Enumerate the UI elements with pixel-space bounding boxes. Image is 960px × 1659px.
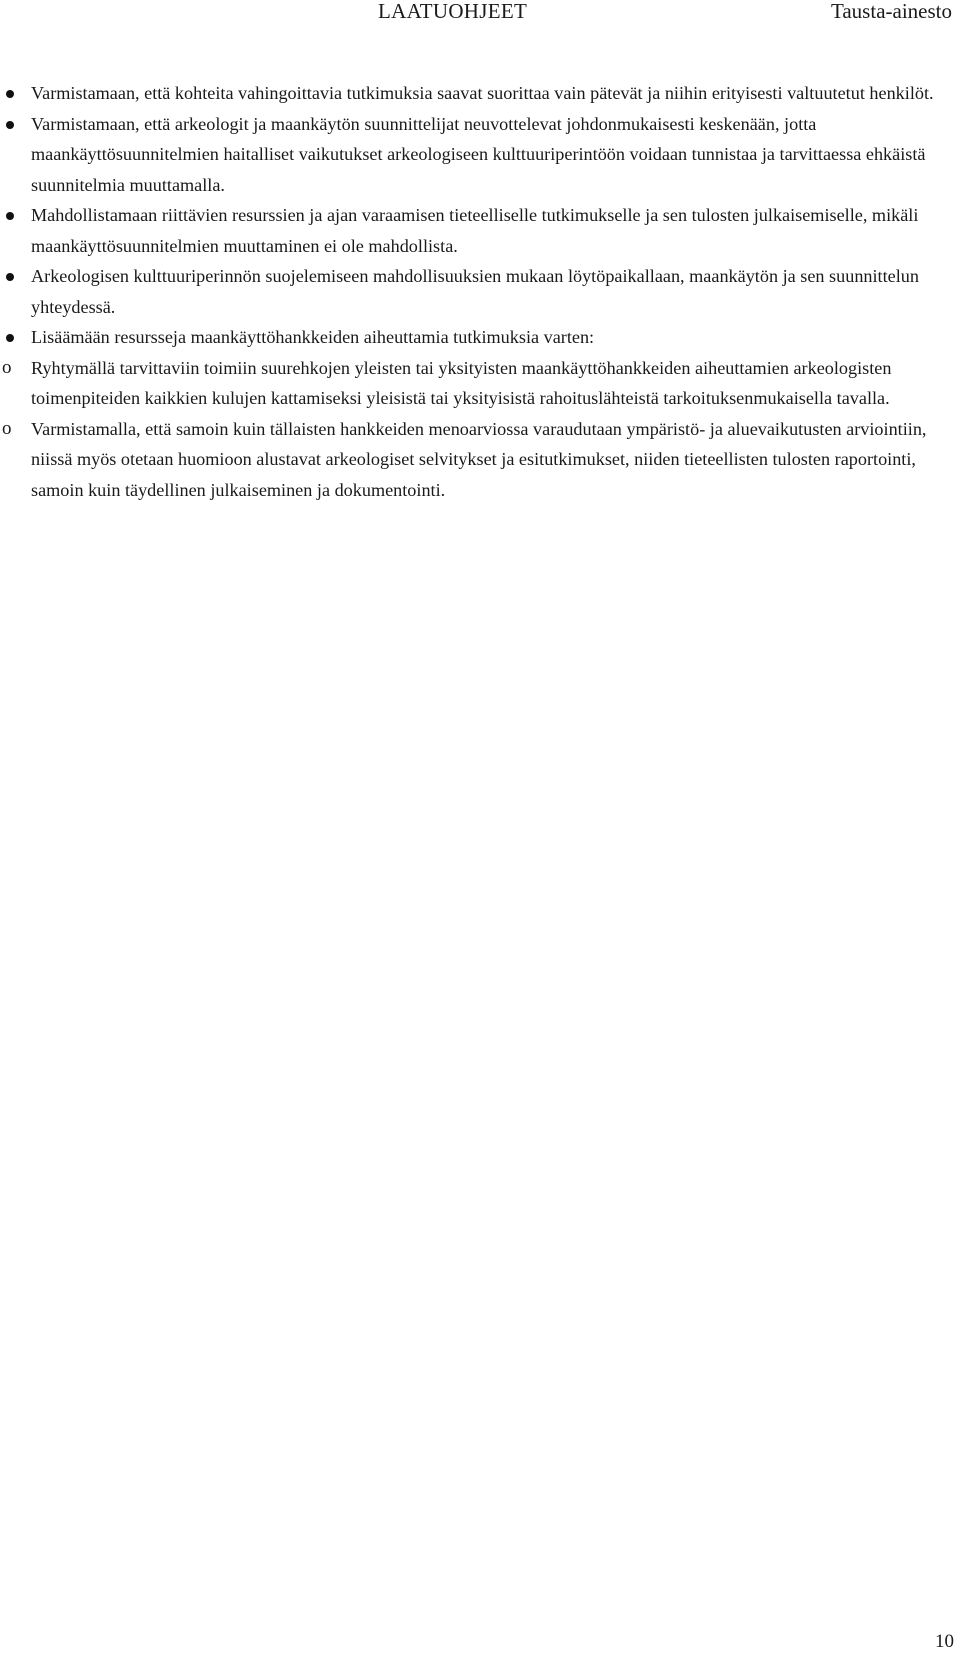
- sub-bullet-marker: o: [2, 356, 12, 378]
- list-item: [0, 109, 950, 201]
- header-section: Tausta-ainesto: [831, 0, 952, 23]
- list-item: [0, 200, 950, 261]
- list-item-text: Lisäämään resursseja maankäyttöhankkeiden aiheuttamia tutkimuksia varten:: [31, 327, 595, 347]
- bullet-dot-icon: [6, 90, 14, 98]
- list-item: [0, 322, 950, 353]
- page-number: 10: [935, 1631, 954, 1652]
- document-body: [0, 78, 950, 505]
- bullet-dot-icon: [6, 334, 14, 342]
- sub-list-item: [0, 414, 950, 506]
- list-item-text: Arkeologisen kulttuuriperinnön suojelemiseen mahdollisuuksien mukaan löytöpaikallaan, maankäytön ja sen suunnittelun yhteydessä.: [31, 266, 919, 317]
- sub-list-item: [0, 353, 950, 414]
- header-title: LAATUOHJEET: [378, 0, 528, 23]
- bullet-dot-icon: [6, 273, 14, 281]
- sub-bullet-marker: o: [2, 417, 12, 439]
- bullet-dot-icon: [6, 212, 14, 220]
- list-item: [0, 261, 950, 322]
- list-item-text: Varmistamaan, että kohteita vahingoittavia tutkimuksia saavat suorittaa vain pätevät ja niihin erityisesti valtuutetut henkilöt.: [31, 83, 934, 103]
- list-item: [0, 78, 950, 109]
- bullet-dot-icon: [6, 121, 14, 129]
- list-item-text: Mahdollistamaan riittävien resurssien ja ajan varaamisen tieteelliselle tutkimukselle ja sen tulosten julkaisemiselle, mikäli maankäyttösuunnitelmien muuttaminen ei ole mahdollista.: [31, 205, 919, 256]
- list-item-text: Varmistamaan, että arkeologit ja maankäytön suunnittelijat neuvottelevat johdonmukaisesti keskenään, jotta maankäyttösuunnitelmien haitalliset vaikutukset arkeologiseen kulttuuriperintöön voidaan tunnistaa ja tarvittaessa ehkäistä suunnitelmia muuttamalla.: [31, 113, 926, 195]
- sub-list-item-text: Ryhtymällä tarvittaviin toimiin suurehkojen yleisten tai yksityisten maankäyttöhankkeiden aiheuttamien arkeologisten toimenpiteiden kaikkien kulujen kattamiseksi yleisistä tai yksityisistä rahoituslähteistä tarkoituksenmukaisella tavalla.: [31, 357, 892, 408]
- sub-list-item-text: Varmistamalla, että samoin kuin tällaisten hankkeiden menoarviossa varaudutaan ympäristö- ja aluevaikutusten arviointiin, niissä myös otetaan huomioon alustavat arkeologiset selvitykset ja esitutkimukset, niiden tieteellisten tulosten raportointi, samoin kuin täydellinen julkaiseminen ja dokumentointi.: [31, 418, 927, 500]
